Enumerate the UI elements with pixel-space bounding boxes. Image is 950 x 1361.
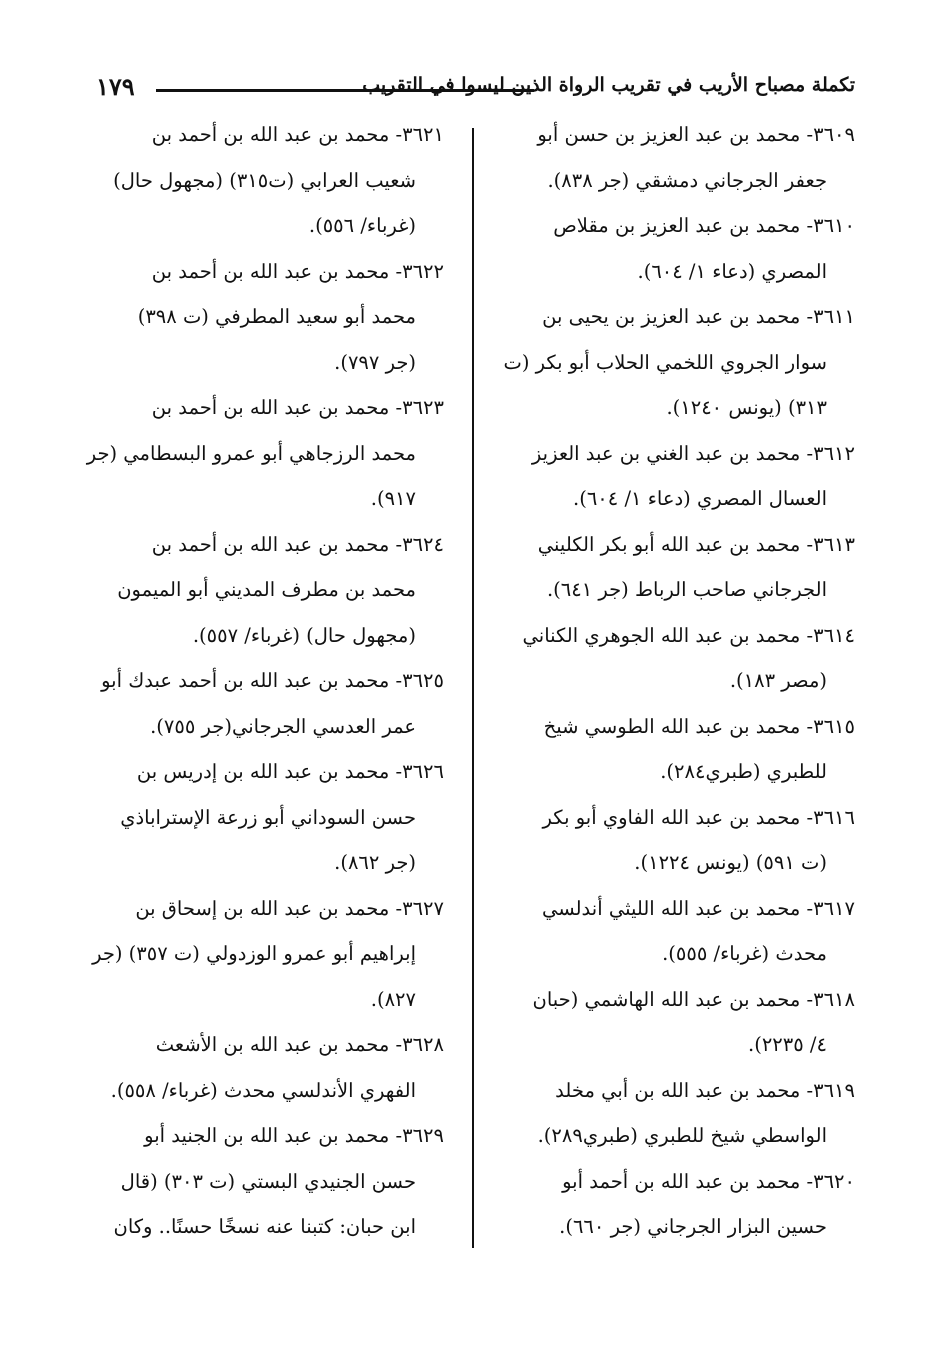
entry-continuation-line: ٣١٣) (يونس ١٢٤٠).: [666, 396, 827, 419]
entry-first-line: ٣٦٢٦- محمد بن عبد الله بن إدريس بن: [136, 760, 444, 783]
entry: [490, 977, 855, 1068]
entry-first-line: ٣٦١٩- محمد بن عبد الله بن أبي مخلد: [555, 1078, 855, 1102]
entry-first-line: ٣٦١٨- محمد بن عبد الله الهاشمي (حبان: [532, 987, 855, 1011]
page-number: ١٧٩: [96, 72, 135, 101]
entry: [490, 522, 855, 613]
entry-continuation-line: العسال المصري (دعاء ١/ ٦٠٤).: [573, 487, 827, 510]
entry: [490, 294, 855, 431]
entry-continuation-line: ٤/ ٢٢٣٥).: [748, 1033, 827, 1056]
entry-first-line: ٣٦١٤- محمد بن عبد الله الجوهري الكناني: [522, 623, 855, 647]
entry-continuation-line: (مصر ١٨٣).: [729, 669, 827, 692]
entry: [490, 203, 855, 294]
entry-continuation-line: محدث (غرباء/ ٥٥٥).: [662, 942, 827, 965]
entry-first-line: ٣٦٢٢- محمد بن عبد الله بن أحمد بن: [151, 259, 444, 283]
entry-continuation-line: ٩١٧).: [370, 487, 416, 510]
entry-continuation-line: جعفر الجرجاني دمشقي (جر ٨٣٨).: [547, 168, 827, 192]
entry-continuation-line: الواسطي شيخ للطبري (طبري٢٨٩).: [537, 1124, 827, 1147]
entry: [490, 613, 855, 704]
entry-continuation-line: (جر ٨٦٢).: [334, 851, 416, 874]
entry-first-line: ٣٦٢٣- محمد بن عبد الله بن أحمد بن: [151, 396, 444, 419]
entry-continuation-line: (مجهول حال) (غرباء/ ٥٥٧).: [192, 623, 416, 647]
entry: [79, 1022, 444, 1113]
entry: [490, 795, 855, 886]
entry: [79, 385, 444, 522]
left-column: [79, 112, 444, 1250]
entry: [79, 1113, 444, 1250]
entry-first-line: ٣٦٢٨- محمد بن عبد الله بن الأشعث: [155, 1033, 444, 1056]
entry-continuation-line: حسن السوداني أبو زرعة الإستراباذي: [120, 805, 416, 829]
entry-continuation-line: ابن حبان: كتبنا عنه نسخًا حسنًا.. وكان: [113, 1215, 416, 1238]
entry: [490, 112, 855, 203]
entry-first-line: ٣٦١٠- محمد بن عبد العزيز بن مقلاص: [553, 214, 855, 237]
entry-continuation-line: (جر ٧٩٧).: [334, 350, 416, 374]
entry: [79, 249, 444, 386]
right-column: [490, 112, 855, 1250]
entry-first-line: ٣٦١٥- محمد بن عبد الله الطوسي شيخ: [543, 714, 855, 738]
entry-first-line: ٣٦١٣- محمد بن عبد الله أبو بكر الكليني: [537, 532, 855, 556]
entry-first-line: ٣٦٢٠- محمد بن عبد الله بن أحمد أبو: [562, 1169, 855, 1193]
entry-continuation-line: إبراهيم أبو عمرو الوزدولي (ت ٣٥٧) (جر: [92, 942, 416, 965]
entry-continuation-line: للطبري (طبري٢٨٤).: [660, 760, 827, 783]
entry-first-line: ٣٦١٢- محمد بن عبد الغني بن عبد العزيز: [531, 441, 855, 465]
entry: [79, 886, 444, 1023]
entry-continuation-line: المصري (دعاء ١/ ٦٠٤).: [637, 259, 827, 283]
entry-first-line: ٣٦٠٩- محمد بن عبد العزيز بن حسن أبو: [537, 123, 855, 146]
entry-first-line: ٣٦٢٥- محمد بن عبد الله بن أحمد عبدك أبو: [101, 669, 444, 692]
entry-continuation-line: محمد الرزجاهي أبو عمرو البسطامي (جر: [86, 441, 416, 465]
entry-continuation-line: شعيب العرابي (ت٣١٥) (مجهول حال): [113, 168, 416, 192]
entry-continuation-line: (ت ٥٩١) (يونس ١٢٢٤).: [634, 851, 827, 874]
entry-continuation-line: حسين البزار الجرجاني (جر ٦٦٠).: [559, 1215, 827, 1238]
entry-first-line: ٣٦١٧- محمد بن عبد الله الليثي أندلسي: [541, 896, 855, 920]
entry: [490, 886, 855, 977]
entry-continuation-line: محمد بن مطرف المديني أبو الميمون: [117, 578, 416, 601]
entry: [490, 1159, 855, 1250]
running-title: تكملة مصباح الأريب في تقريب الرواة الذين ليسوا في التقريب: [362, 74, 855, 96]
entry-continuation-line: محمد أبو سعيد المطرفي (ت ٣٩٨): [137, 305, 416, 328]
entry-first-line: ٣٦٢٤- محمد بن عبد الله بن أحمد بن: [151, 532, 444, 556]
entry-first-line: ٣٦٢١- محمد بن عبد الله بن أحمد بن: [151, 123, 444, 146]
entry-first-line: ٣٦١١- محمد بن عبد العزيز بن يحيى بن: [542, 305, 855, 328]
entry: [490, 704, 855, 795]
entry: [490, 431, 855, 522]
entry-continuation-line: ٨٢٧).: [370, 987, 416, 1011]
entry: [79, 749, 444, 886]
column-divider: [472, 128, 474, 1248]
entry-continuation-line: الفهري الأندلسي محدث (غرباء/ ٥٥٨).: [110, 1078, 416, 1102]
entry: [79, 112, 444, 249]
entry-first-line: ٣٦٢٩- محمد بن عبد الله بن الجنيد أبو: [144, 1124, 444, 1147]
entry-first-line: ٣٦١٦- محمد بن عبد الله الفاوي أبو بكر: [542, 805, 855, 829]
entry-continuation-line: (غرباء/ ٥٥٦).: [308, 214, 416, 237]
entry: [79, 522, 444, 659]
page-header: [90, 70, 855, 110]
entry-continuation-line: عمر العدسي الجرجاني(جر ٧٥٥).: [150, 714, 416, 738]
entry-first-line: ٣٦٢٧- محمد بن عبد الله بن إسحاق بن: [135, 896, 444, 920]
entry-continuation-line: سوار الجروي اللخمي الحلاب أبو بكر (ت: [503, 350, 827, 374]
entry: [79, 658, 444, 749]
entry-continuation-line: الجرجاني صاحب الرباط (جر ٦٤١).: [546, 578, 827, 601]
entry: [490, 1068, 855, 1159]
entry-continuation-line: حسن الجنيدي البستي (ت ٣٠٣) (قال: [120, 1169, 416, 1193]
